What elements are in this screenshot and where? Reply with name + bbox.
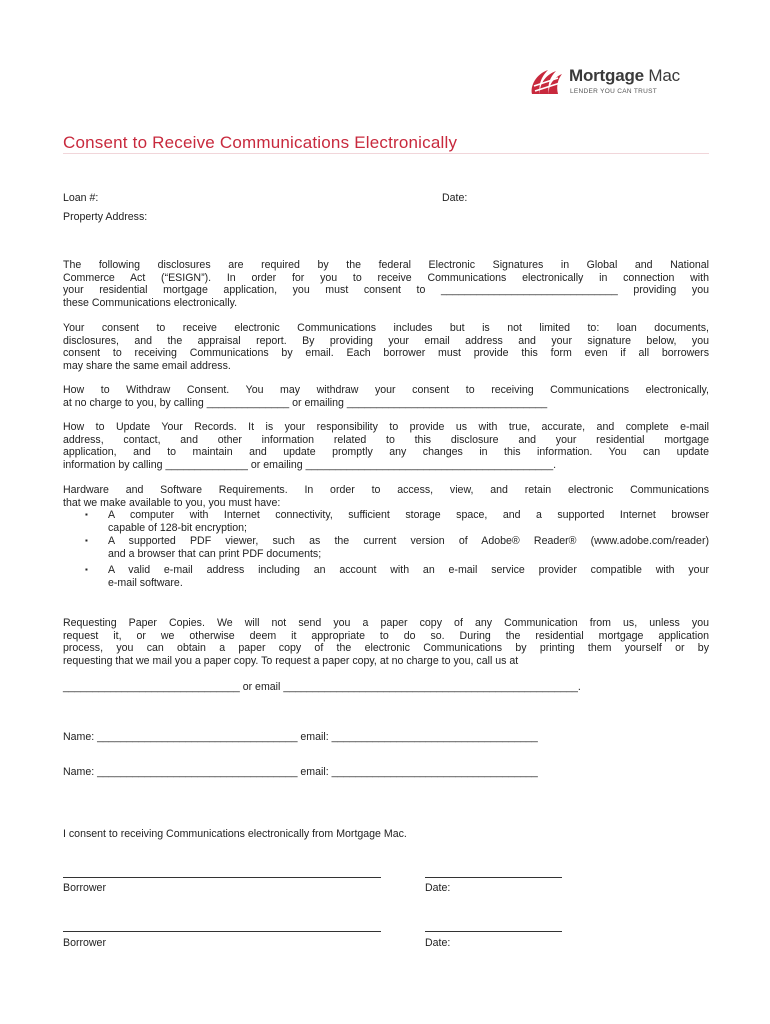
property-address-label: Property Address: bbox=[63, 211, 148, 223]
brand-name: Mortgage Mac bbox=[569, 66, 680, 85]
date-label: Date: bbox=[442, 192, 468, 204]
mortgage-mac-logo-icon bbox=[528, 68, 564, 96]
paragraph-line: How to Withdraw Consent. You may withdraw your consent to receiving Communications electronically, bbox=[63, 384, 709, 396]
paragraph-line: Commerce Act (“ESIGN”). In order for you to receive Communications electronically in connection with bbox=[63, 271, 709, 284]
paragraph-line: information by calling ______________ or emailing __________________________________________. bbox=[63, 458, 557, 471]
paragraph-line: The following disclosures are required by the federal Electronic Signatures in Global and National bbox=[63, 259, 709, 271]
list-item-line: and a browser that can print PDF documents; bbox=[108, 547, 322, 560]
paragraph-line: these Communications electronically. bbox=[63, 296, 238, 309]
paragraph-line: address, contact, and other information related to this disclosure and your residential mortgage bbox=[63, 433, 709, 446]
consent-statement: I consent to receiving Communications electronically from Mortgage Mac. bbox=[63, 828, 407, 840]
paragraph-line: your residential mortgage application, you must consent to ______________________________ providing you bbox=[63, 284, 709, 297]
paragraph-line: Requesting Paper Copies. We will not send you a paper copy of any Communication from us, unless you bbox=[63, 617, 709, 629]
list-item-line: A supported PDF viewer, such as the current version of Adobe® Reader® (www.adobe.com/reader) bbox=[108, 535, 709, 547]
signature-date-label: Date: bbox=[425, 937, 451, 949]
bullet-icon: ▪ bbox=[85, 510, 88, 519]
paragraph-line: that we make available to you, you must have: bbox=[63, 496, 281, 509]
signature-date-label: Date: bbox=[425, 882, 451, 894]
list-item-line: capable of 128-bit encryption; bbox=[108, 521, 247, 534]
paragraph-line: Hardware and Software Requirements. In order to access, view, and retain electronic Communications bbox=[63, 484, 709, 496]
loan-number-label: Loan #: bbox=[63, 192, 99, 204]
update-records-paragraph bbox=[63, 421, 709, 471]
title-divider bbox=[63, 153, 709, 154]
borrower-name-email-line: Name: __________________________________ email: ___________________________________ bbox=[63, 766, 538, 778]
borrower-label: Borrower bbox=[63, 937, 106, 949]
paragraph-line: process, you can obtain a paper copy of the electronic Communications by printing them yourself or by bbox=[63, 642, 709, 655]
page-title: Consent to Receive Communications Electronically bbox=[63, 133, 458, 152]
paragraph-line: at no charge to you, by calling ______________ or emailing __________________________________ bbox=[63, 396, 548, 409]
borrower-label: Borrower bbox=[63, 882, 106, 894]
brand-tagline: LENDER YOU CAN TRUST bbox=[570, 88, 658, 95]
bullet-icon: ▪ bbox=[85, 536, 88, 545]
signature-date-line bbox=[425, 877, 562, 878]
withdraw-consent-paragraph bbox=[63, 384, 709, 409]
list-item-line: A valid e-mail address including an account with an e-mail service provider compatible with your bbox=[108, 564, 709, 576]
paragraph-line: request it, or we otherwise deem it appropriate to do so. During the residential mortgage application bbox=[63, 629, 709, 642]
signature-date-line bbox=[425, 931, 562, 932]
borrower-name-email-line: Name: __________________________________ email: ___________________________________ bbox=[63, 731, 538, 743]
consent-scope-paragraph bbox=[63, 322, 709, 372]
company-logo bbox=[528, 66, 728, 106]
borrower-signature-line bbox=[63, 877, 381, 878]
paragraph-line: How to Update Your Records. It is your responsibility to provide us with true, accurate, and complete e-mail bbox=[63, 421, 709, 433]
paragraph-line: disclosures, and the appraisal report. By providing your email address and your signature below, you bbox=[63, 334, 709, 347]
paper-copy-contact-line: ______________________________ or email __________________________________________________. bbox=[63, 681, 581, 693]
paragraph-line: application, and to maintain and update promptly any changes in this information. You can update bbox=[63, 446, 709, 459]
paragraph-line: requesting that we mail you a paper copy. To request a paper copy, at no charge to you, call us at bbox=[63, 654, 519, 667]
paper-copies-paragraph bbox=[63, 617, 709, 667]
paragraph-line: Your consent to receive electronic Communications includes but is not limited to: loan documents, bbox=[63, 322, 709, 334]
paragraph-line: may share the same email address. bbox=[63, 359, 231, 372]
list-item-line: A computer with Internet connectivity, sufficient storage space, and a supported Internet browser bbox=[108, 509, 709, 521]
bullet-icon: ▪ bbox=[85, 565, 88, 574]
list-item-line: e-mail software. bbox=[108, 576, 183, 589]
paragraph-line: consent to receiving Communications by email. Each borrower must provide this form even if all borrowers bbox=[63, 347, 709, 360]
borrower-signature-line bbox=[63, 931, 381, 932]
hardware-requirements-intro bbox=[63, 484, 709, 509]
intro-paragraph bbox=[63, 259, 709, 309]
